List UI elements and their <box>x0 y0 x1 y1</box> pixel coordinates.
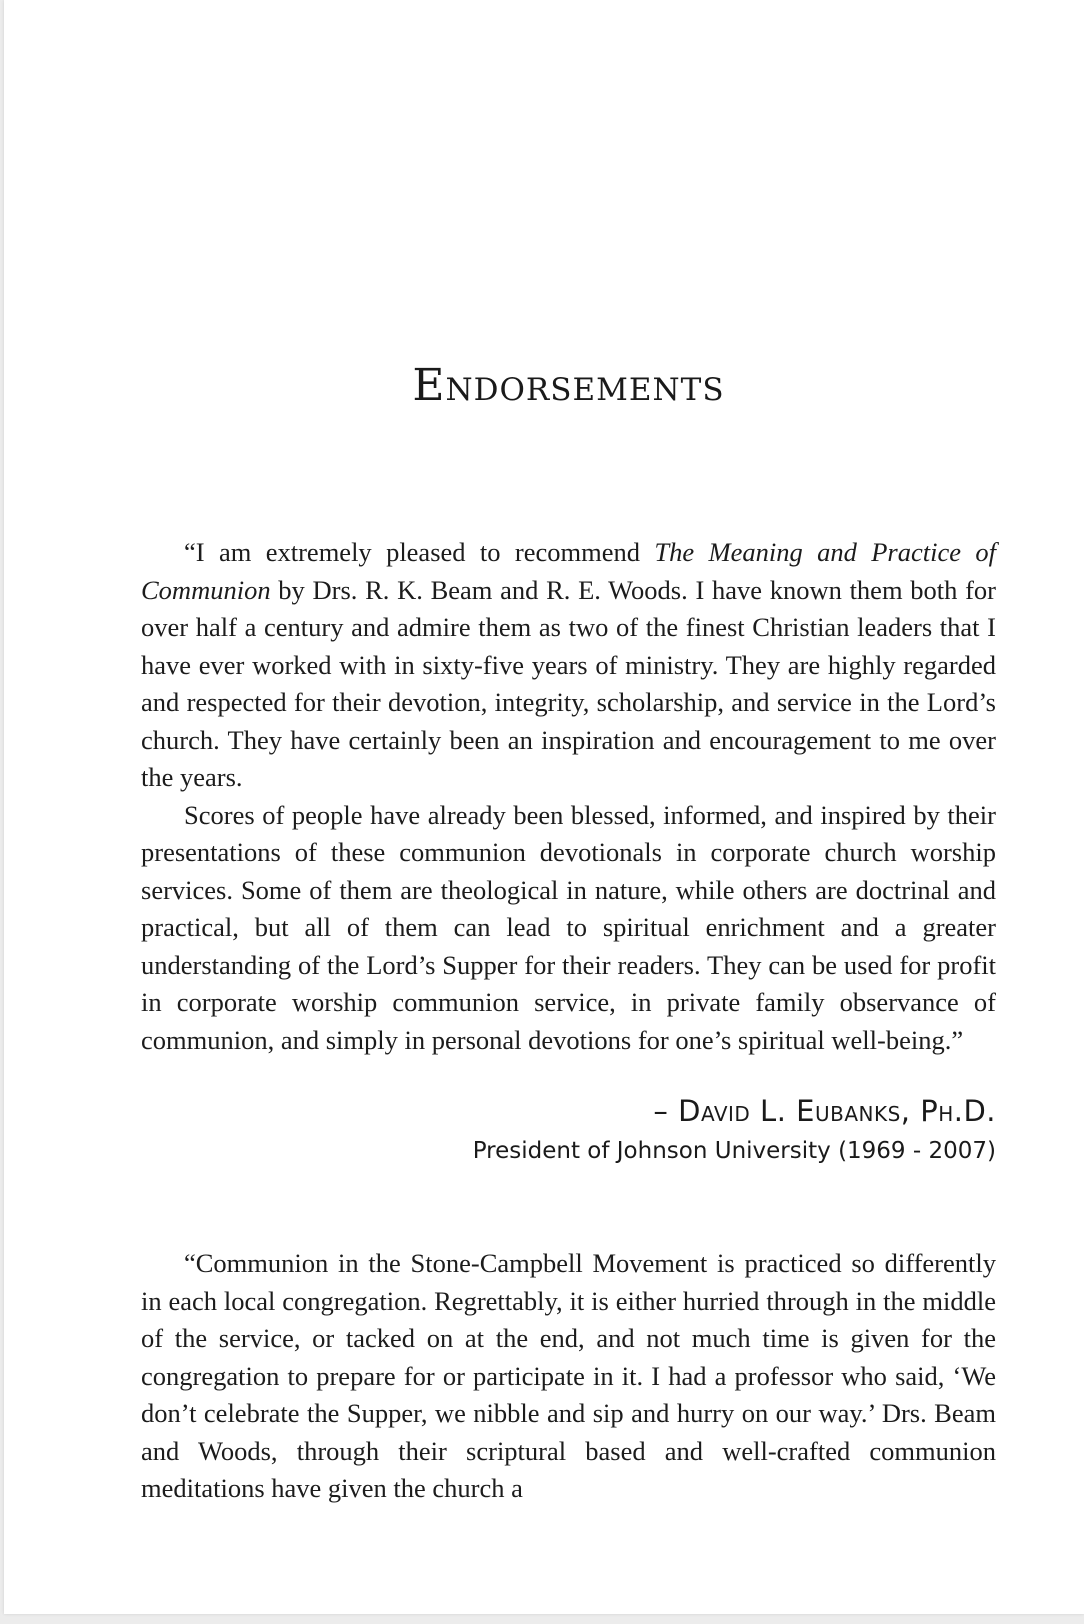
quote-paragraph: “Communion in the Stone-Campbell Movement is practiced so differently in each local congregation. Regrettably, it is either hurried through in the middle of the service, or tacked on at the end, and not much time is given for the congregation to prepare for or participate in it. I had a professor who said, ‘We don’t celebrate the Supper, we nibble and sip and hurry on our way.’ Drs. Beam and Woods, through their scriptural based and well-crafted communion meditations have given the church a <box>141 1248 996 1503</box>
quote-text: “I am extremely pleased to recommend <box>184 537 655 567</box>
page-title: Endorsements <box>412 360 725 411</box>
attribution-title: President of Johnson University (1969 - 2007) <box>472 1138 996 1164</box>
attribution-name: – David L. Eubanks, Ph.D. <box>653 1094 996 1128</box>
quote-paragraph <box>141 534 996 797</box>
book-page <box>4 0 1084 1614</box>
endorsement-quote-eubanks <box>141 534 996 1059</box>
quote-paragraph: Scores of people have already been blessed, informed, and inspired by their presentations of these communion devotionals in corporate church worship services. Some of them are theological in nature, while others are doctrinal and practical, but all of them can lead to spiritual enrichment and a greater understanding of the Lord’s Supper for their readers. They can be used for profit in corporate worship communion service, in private family observance of communion, and simply in personal devotions for one’s spiritual well-being.” <box>141 799 996 1055</box>
endorsement-quote-second <box>141 1245 996 1508</box>
book-title-italic: The Meaning and Practice of Communion <box>141 537 997 605</box>
quote-text: by Drs. R. K. Beam and R. E. Woods. I have known them both for over half a century and admire them as two of the finest Christian leaders that I have ever worked with in sixty-five years of ministry. They are highly regarded and respected for their devotion, integrity, scholarship, and service in the Lord’s church. They have certainly been an inspiration and encouragement to me over the years. <box>141 574 996 792</box>
